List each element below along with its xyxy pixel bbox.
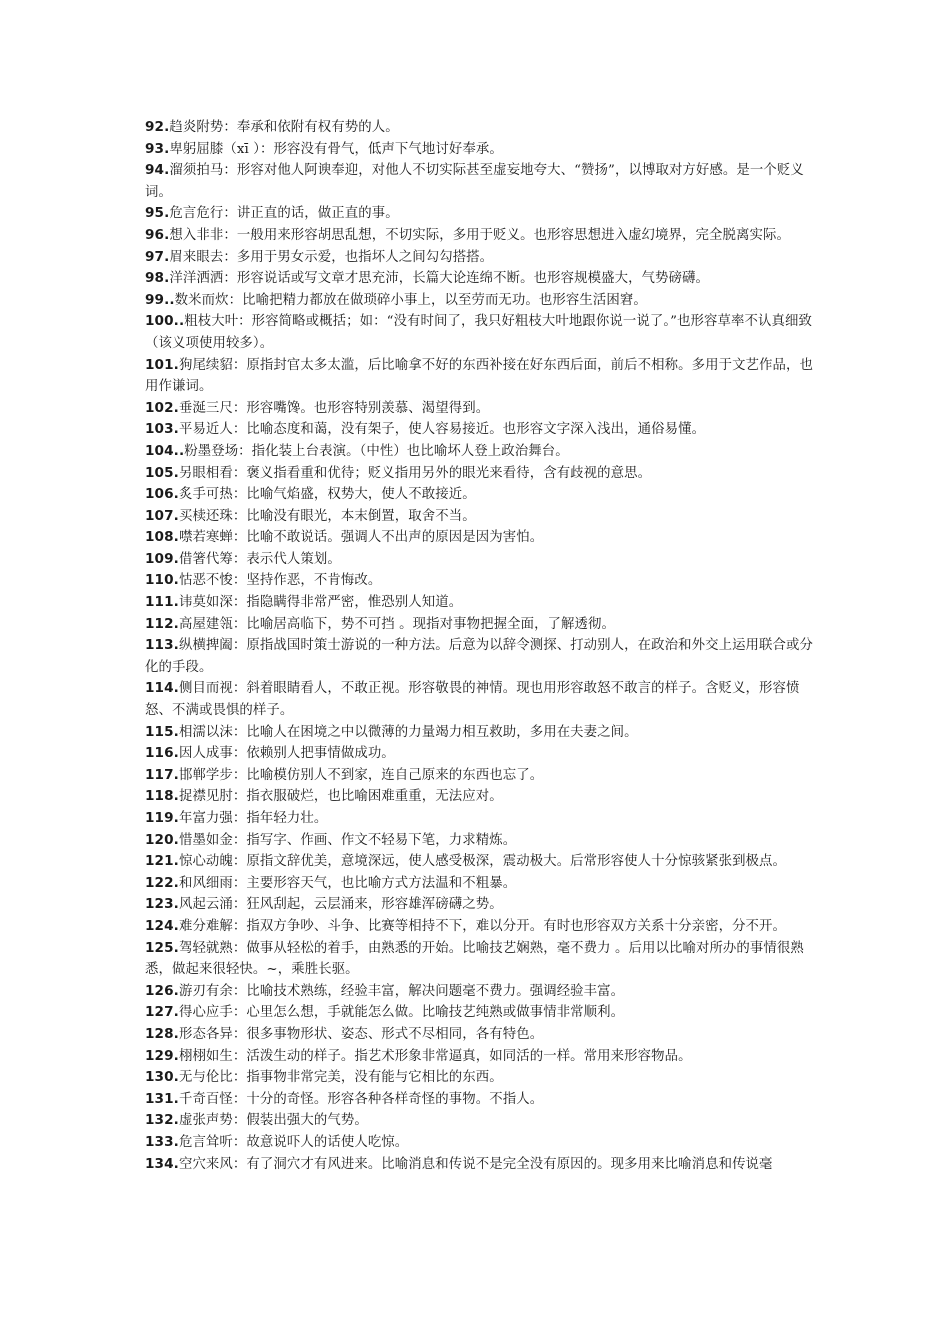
entry-text: 想入非非：一般用来形容胡思乱想，不切实际，多用于贬义。也形容思想进入虚幻境界，完全脱离实际。 (169, 227, 790, 243)
entry-text: 讳莫如深：指隐瞒得非常严密，惟恐别人知道。 (178, 595, 463, 611)
entry-number: 117. (145, 766, 179, 783)
entry-number: 98. (145, 270, 170, 287)
entry-number: 97. (145, 248, 170, 265)
entry-text: 粗枝大叶：形容简略或概括；如：“没有时间了，我只好粗枝大叶地跟你说一说了。”也形容草率不认真细致（该义项使用较多）。 (145, 314, 812, 351)
entry-text: 空穴来风：有了洞穴才有风进来。比喻消息和传说不是完全没有原因的。现多用来比喻消息和传说毫 (178, 1156, 773, 1172)
entry-number: 108. (145, 529, 179, 546)
idiom-entry (145, 117, 815, 139)
entry-text: 眉来眼去：多用于男女示爱，也指坏人之间勾勾搭搭。 (169, 249, 494, 265)
idiom-entry (145, 1154, 815, 1176)
entry-number: 127. (145, 1004, 179, 1021)
entry-text: 难分难解：指双方争吵、斗争、比赛等相持不下，难以分开。有时也形容双方关系十分亲密，分不开。 (178, 918, 787, 934)
idiom-entry (145, 981, 815, 1003)
entry-text: 洋洋洒洒：形容说话或写文章才思充沛，长篇大论连绵不断。也形容规模盛大，气势磅礴。 (169, 271, 710, 287)
entry-number: 119. (145, 810, 179, 826)
entry-number: 130. (145, 1069, 179, 1086)
idiom-entry (145, 916, 815, 938)
entry-text: 因人成事：依赖别人把事情做成功。 (178, 746, 395, 762)
entry-text: 千奇百怪：十分的奇怪。形容各种各样奇怪的事物。不指人。 (178, 1091, 544, 1107)
idiom-entry (145, 743, 815, 765)
idiom-entry (145, 592, 815, 614)
entry-text: 得心应手：心里怎么想，手就能怎么做。比喻技艺纯熟或做事情非常顺利。 (178, 1005, 625, 1021)
idiom-entry (145, 441, 815, 463)
entry-text: 平易近人：比喻态度和蔼，没有架子，使人容易接近。也形容文字深入浅出，通俗易懂。 (178, 422, 706, 438)
entry-number: 128. (145, 1025, 179, 1042)
entry-number: 129. (145, 1047, 179, 1064)
idiom-entry (145, 247, 815, 269)
entry-text: 卑躬屈膝（xī ）：形容没有骨气，低声下气地讨好奉承。 (169, 141, 503, 157)
entry-number: 99.. (145, 291, 175, 308)
idiom-entry (145, 1110, 815, 1132)
entry-text: 惊心动魄：原指文辞优美，意境深远，使人感受极深，震动极大。后常形容使人十分惊骇紧张到极点。 (178, 854, 787, 870)
entry-number: 125. (145, 939, 179, 956)
entry-text: 数米而炊：比喻把精力都放在做琐碎小事上，以至劳而无功。也形容生活困窘。 (174, 292, 647, 308)
entry-number: 122. (145, 874, 179, 891)
idiom-entry (145, 570, 815, 592)
entry-number: 132. (145, 1112, 179, 1129)
idiom-entry (145, 722, 815, 744)
idiom-entry (145, 678, 815, 721)
entry-number: 131. (145, 1090, 179, 1107)
idiom-entry (145, 765, 815, 787)
idiom-entry (145, 311, 815, 354)
entry-number: 95. (145, 205, 170, 222)
entry-number: 105. (145, 464, 179, 481)
entry-number: 93. (145, 140, 170, 157)
entry-text: 纵横捭阖：原指战国时策士游说的一种方法。后意为以辞令测探、打动别人，在政治和外交上运用联合或分化的手段。 (145, 638, 814, 675)
idiom-entry (145, 1002, 815, 1024)
entry-number: 104.. (145, 442, 185, 459)
idiom-entry (145, 1089, 815, 1111)
entry-number: 118. (145, 788, 179, 805)
idiom-entry (145, 139, 815, 161)
idiom-entry (145, 851, 815, 873)
idiom-entry (145, 614, 815, 636)
idiom-entry (145, 830, 815, 852)
idiom-entry (145, 484, 815, 506)
entry-number: 124. (145, 917, 179, 934)
entry-number: 123. (145, 896, 179, 913)
entry-text: 垂涎三尺：形容嘴馋。也形容特别羡慕、渴望得到。 (178, 400, 490, 416)
entry-number: 121. (145, 853, 179, 870)
entry-text: 年富力强：指年轻力壮。 (178, 811, 328, 826)
idiom-entry (145, 1132, 815, 1154)
entry-text: 无与伦比：指事物非常完美，没有能与它相比的东西。 (178, 1070, 503, 1086)
entry-text: 趋炎附势：奉承和依附有权有势的人。 (169, 120, 399, 135)
entry-number: 116. (145, 745, 179, 762)
idiom-entry (145, 938, 815, 981)
entry-text: 风起云涌：狂风刮起，云层涌来，形容雄浑磅礴之势。 (178, 897, 503, 913)
idiom-entry (145, 549, 815, 571)
entry-number: 110. (145, 572, 179, 589)
idiom-entry (145, 894, 815, 916)
entry-text: 惜墨如金：指写字、作画、作文不轻易下笔，力求精炼。 (178, 832, 517, 848)
entry-text: 危言耸听：故意说吓人的话使人吃惊。 (178, 1134, 409, 1150)
entry-text: 溜须拍马：形容对他人阿谀奉迎，对他人不切实际甚至虚妄地夸大、“赞扬”，以博取对方好感。是一个贬义词。 (145, 163, 804, 200)
entry-number: 114. (145, 680, 179, 697)
entry-text: 高屋建瓴：比喻居高临下，势不可挡 。现指对事物把握全面，了解透彻。 (178, 616, 616, 632)
entry-number: 112. (145, 615, 179, 632)
entry-text: 形态各异：很多事物形状、姿态、形式不尽相同，各有特色。 (178, 1026, 544, 1042)
entry-text: 狗尾续貂：原指封官太多太滥，后比喻拿不好的东西补接在好东西后面，前后不相称。多用于文艺作品，也用作谦词。 (145, 357, 814, 395)
entry-number: 107. (145, 507, 179, 524)
entry-text: 邯郸学步：比喻模仿别人不到家，连自己原来的东西也忘了。 (178, 767, 544, 783)
entry-number: 96. (145, 226, 170, 243)
entry-number: 106. (145, 486, 179, 503)
entry-text: 和风细雨：主要形容天气，也比喻方式方法温和不粗暴。 (178, 875, 517, 891)
entry-text: 驾轻就熟：做事从轻松的着手，由熟悉的开始。比喻技艺娴熟，毫不费力 。后用以比喻对所办的事情很熟悉，做起来很轻快。~，乘胜长驱。 (145, 940, 804, 978)
entry-number: 111. (145, 594, 179, 611)
idiom-entry (145, 419, 815, 441)
idiom-entry (145, 635, 815, 678)
idiom-entry (145, 203, 815, 225)
idiom-entry (145, 398, 815, 420)
entry-number: 113. (145, 637, 179, 654)
idiom-entry (145, 463, 815, 485)
entry-number: 101. (145, 356, 179, 373)
entry-number: 92. (145, 119, 170, 135)
entry-number: 100.. (145, 313, 185, 330)
entry-number: 134. (145, 1155, 179, 1172)
entry-text: 借箸代筹：表示代人策划。 (178, 551, 341, 567)
entry-text: 炙手可热：比喻气焰盛，权势大，使人不敢接近。 (178, 487, 476, 503)
entry-number: 94. (145, 162, 170, 179)
entry-number: 109. (145, 550, 179, 567)
entry-text: 买椟还珠：比喻没有眼光，本末倒置，取舍不当。 (178, 508, 476, 524)
idiom-entry (145, 1046, 815, 1068)
entry-number: 120. (145, 831, 179, 848)
idiom-entry (145, 290, 815, 312)
entry-text: 另眼相看：褒义指看重和优待；贬义指用另外的眼光来看待，含有歧视的意思。 (178, 465, 652, 481)
entry-number: 115. (145, 723, 179, 740)
idiom-entry (145, 786, 815, 808)
idiom-entry (145, 873, 815, 895)
entry-number: 126. (145, 982, 179, 999)
idiom-entry (145, 1024, 815, 1046)
entry-text: 粉墨登场：指化装上台表演。（中性）也比喻坏人登上政治舞台。 (184, 443, 569, 459)
idiom-entry (145, 160, 815, 203)
idiom-entry (145, 225, 815, 247)
idiom-entry (145, 268, 815, 290)
entry-text: 噤若寒蝉：比喻不敢说话。强调人不出声的原因是因为害怕。 (178, 530, 544, 546)
document-page (145, 117, 815, 1175)
entry-number: 133. (145, 1133, 179, 1150)
idiom-entry (145, 355, 815, 398)
entry-text: 游刃有余：比喻技术熟练，经验丰富，解决问题毫不费力。强调经验丰富。 (178, 983, 625, 999)
entry-text: 捉襟见肘：指衣服破烂，也比喻困难重重，无法应对。 (178, 789, 503, 805)
idiom-entry (145, 506, 815, 528)
idiom-entry (145, 1067, 815, 1089)
idiom-entry (145, 808, 815, 830)
entry-text: 虚张声势：假装出强大的气势。 (178, 1113, 368, 1129)
entry-number: 102. (145, 399, 179, 416)
entry-text: 相濡以沫：比喻人在困境之中以微薄的力量竭力相互救助，多用在夫妻之间。 (178, 724, 638, 740)
entry-text: 危言危行：讲正直的话，做正直的事。 (169, 206, 399, 222)
entry-text: 栩栩如生：活泼生动的样子。指艺术形象非常逼真，如同活的一样。常用来形容物品。 (178, 1048, 692, 1064)
idiom-entry (145, 527, 815, 549)
entry-text: 怙恶不悛：坚持作恶，不肯悔改。 (178, 573, 382, 589)
entry-text: 侧目而视：斜着眼睛看人，不敢正视。形容敬畏的神情。现也用形容敢怒不敢言的样子。含贬义，形容愤怒、不满或畏惧的样子。 (145, 681, 800, 719)
entry-number: 103. (145, 421, 179, 438)
